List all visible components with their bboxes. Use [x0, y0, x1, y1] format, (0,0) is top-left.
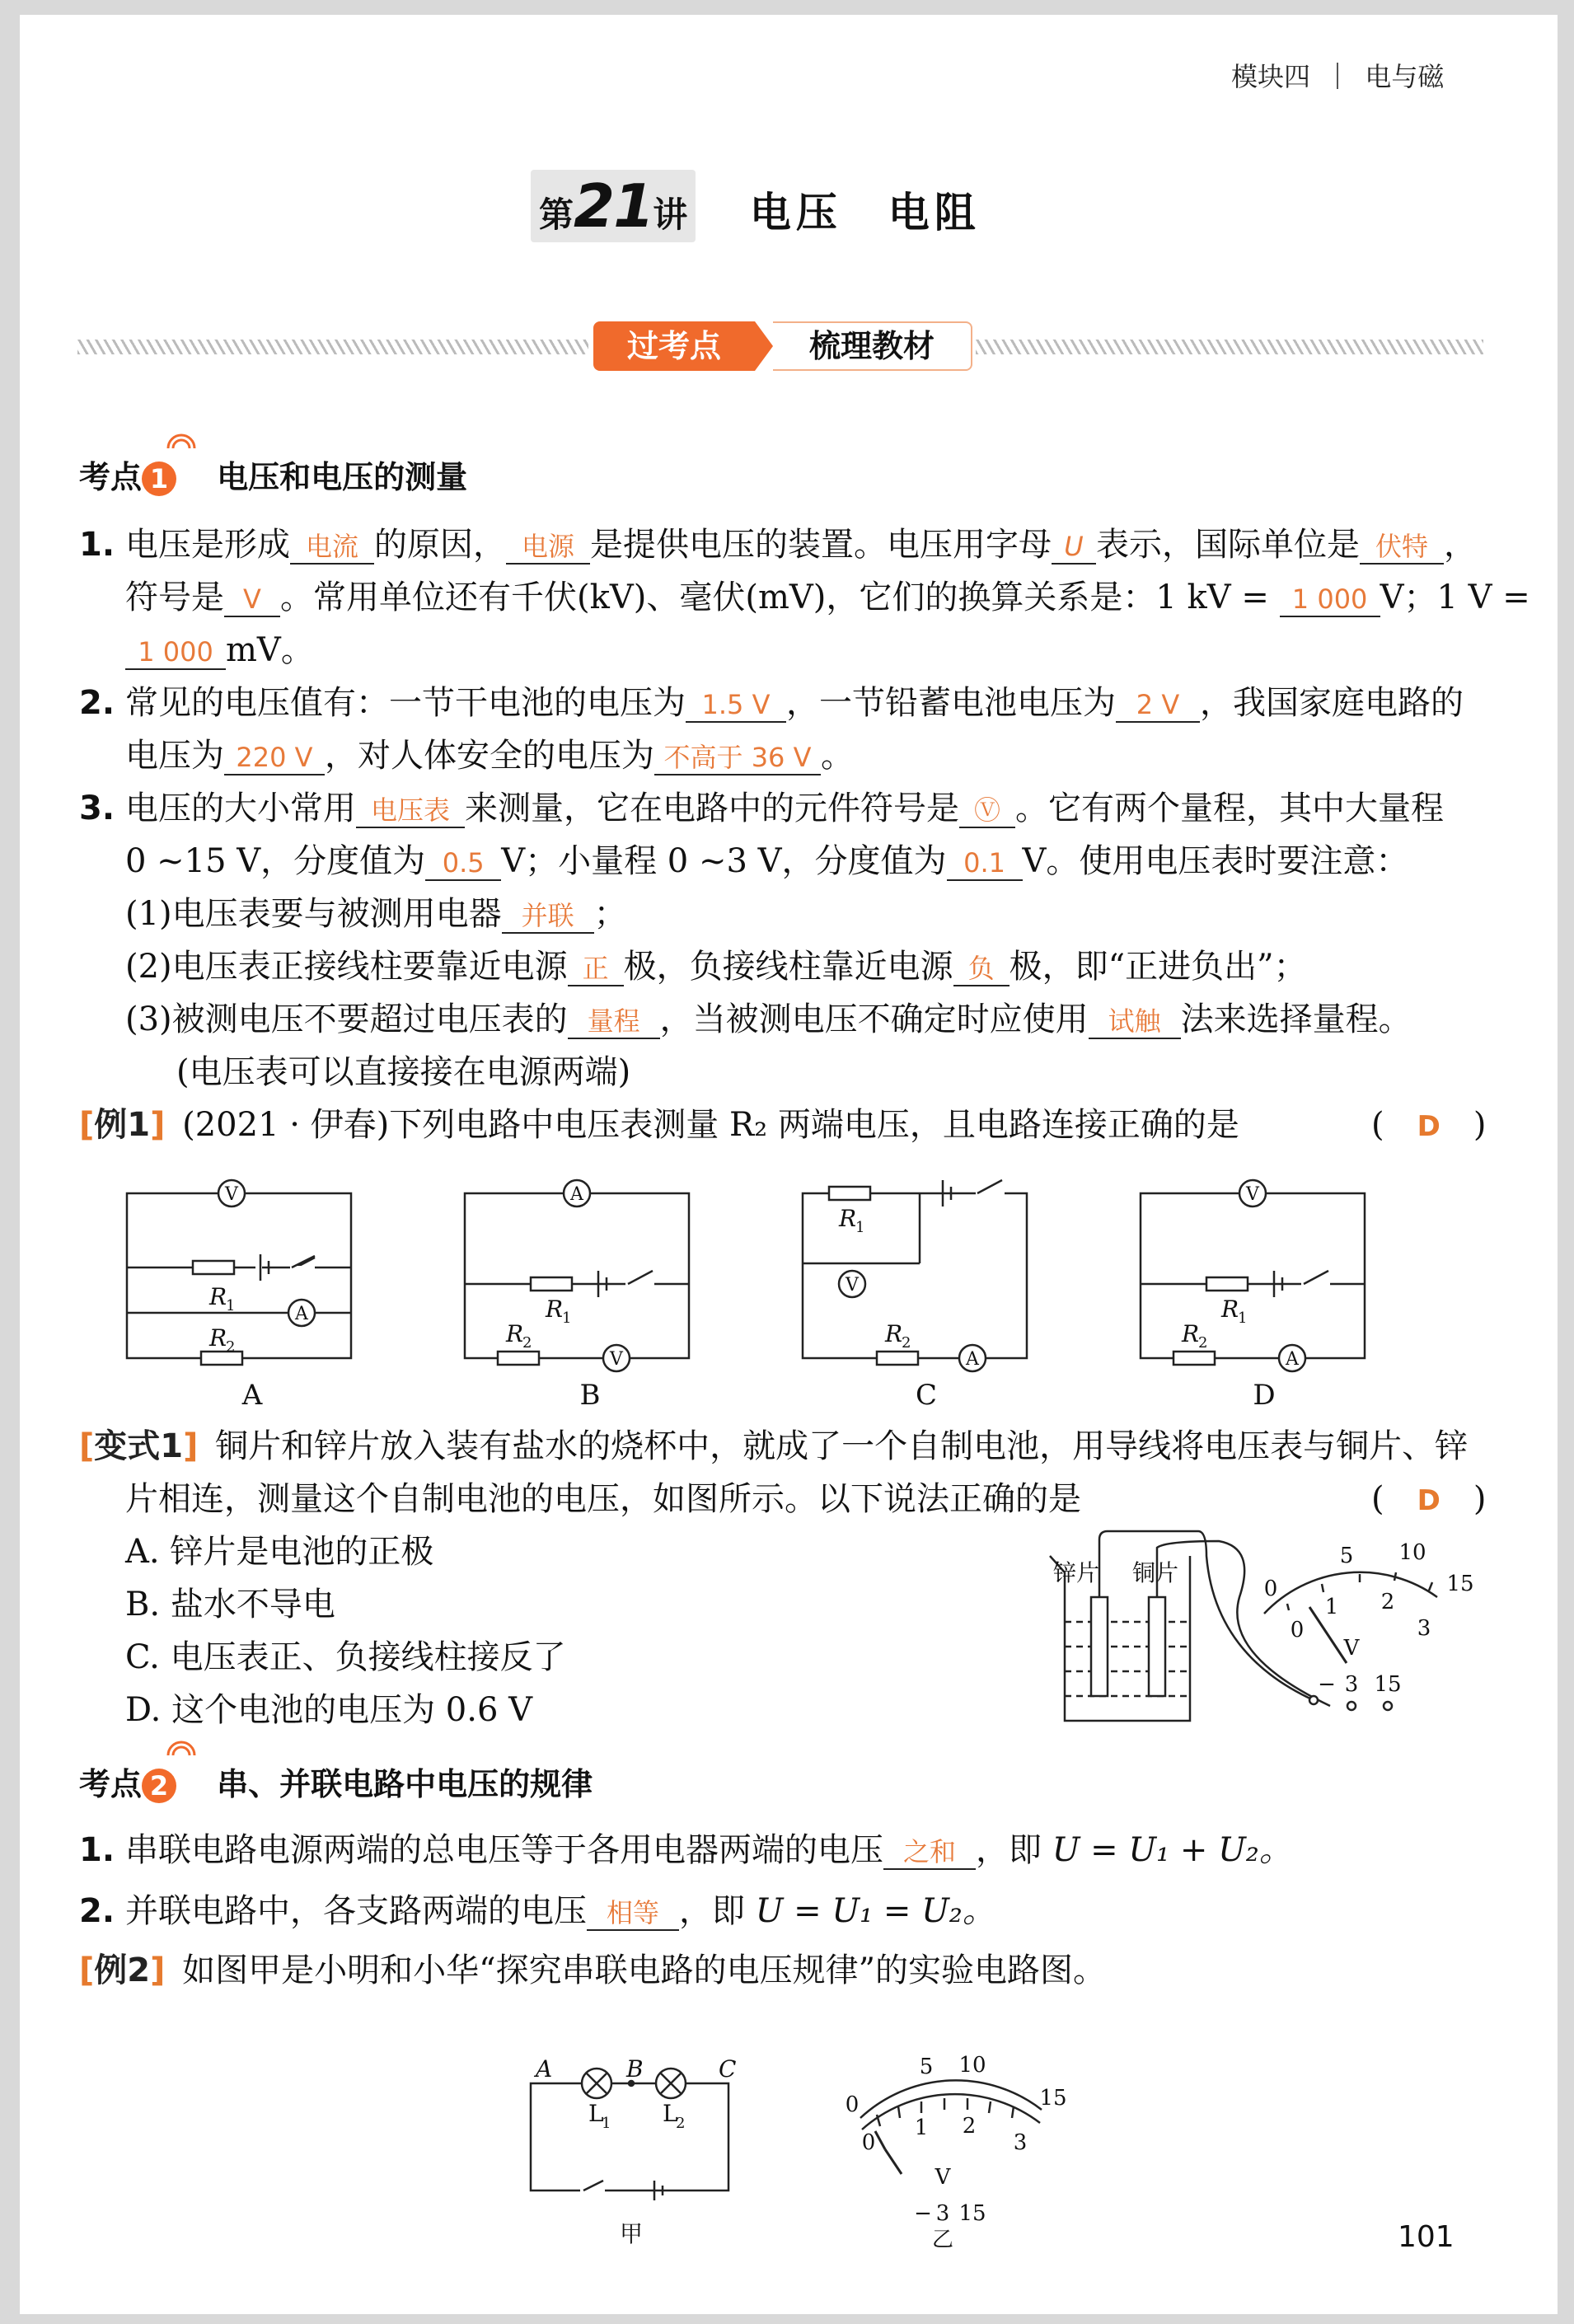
answer-blank: 正: [568, 952, 624, 986]
answer-blank: 电源: [506, 530, 590, 565]
text: 。常用单位还有千伏(kV)、毫伏(mV)，它们的换算关系是：1 kV =: [280, 579, 1280, 616]
r1-label: R: [1221, 1296, 1239, 1323]
lamp-l1: L: [588, 2100, 604, 2127]
r2-sub: 2: [1198, 1334, 1208, 1352]
answer-blank: 220 V: [224, 741, 325, 775]
option-b-caption: B: [579, 1379, 601, 1412]
scale-label: 0: [1290, 1618, 1305, 1642]
terminal-15: 15: [958, 2201, 986, 2226]
item-number: 1.: [79, 526, 115, 564]
kd1-item3-line1: [79, 790, 1444, 828]
scale-label: 15: [1039, 2086, 1067, 2111]
example2-figures: [514, 2026, 1141, 2256]
kd1-item2-line2: [125, 737, 854, 775]
terminal-15: 15: [1374, 1672, 1402, 1697]
node-a: A: [536, 2055, 553, 2083]
signal-icon: [160, 433, 203, 450]
text: 并联电路中，各支路两端的电压: [125, 1892, 587, 1930]
meter-unit: V: [1343, 1636, 1360, 1661]
terminal-3: 3: [1344, 1672, 1359, 1697]
text: (电压表可以直接接在电源两端): [176, 1053, 631, 1091]
header-module: 模块四: [1231, 61, 1311, 92]
scale-label: 5: [1339, 1544, 1354, 1568]
kd1-item3-line2: [125, 842, 1408, 881]
answer-blank: 量程: [568, 1005, 660, 1039]
kd2-num: 2: [142, 1769, 176, 1803]
node-b: B: [626, 2055, 644, 2083]
scale-label: 0: [845, 2092, 860, 2117]
variant1-option-c: [125, 1638, 566, 1676]
variant1-tag: [变式1]: [79, 1427, 199, 1465]
option-text: D. 这个电池的电压为 0.6 V: [125, 1691, 533, 1729]
scale-label: 0: [861, 2130, 876, 2155]
text: 的原因，: [374, 526, 506, 564]
kd1-item3-sub2: [125, 948, 1307, 986]
signal-icon: [160, 1741, 203, 1757]
circuit-b: [465, 1180, 689, 1371]
section-banner: [77, 321, 1483, 371]
text: ，一节铅蓄电池电压为: [786, 684, 1116, 722]
text: mV。: [226, 631, 314, 669]
answer-blank: 试触: [1089, 1005, 1181, 1039]
variant1-line1: [79, 1427, 1468, 1465]
text: ，当被测电压不确定时应使用: [659, 1000, 1089, 1038]
ammeter-label: A: [295, 1304, 308, 1324]
text: ；: [593, 895, 627, 933]
variant1-option-d: [125, 1691, 532, 1729]
example1-answer: ( D ): [1371, 1106, 1487, 1144]
running-header: [1231, 56, 1444, 94]
text: 法来选择量程。: [1180, 1000, 1412, 1038]
banner-left-tag: 过考点: [593, 321, 755, 371]
ammeter-label: A: [1286, 1349, 1299, 1370]
formula: U = U₁ = U₂。: [755, 1892, 995, 1930]
text: (2)电压表正接线柱要靠近电源: [125, 948, 568, 986]
option-text: A. 锌片是电池的正极: [125, 1533, 434, 1571]
text: 电压是形成: [125, 526, 290, 564]
title-lecture-num: 21: [574, 171, 653, 241]
kd1-item3-sub1: [125, 895, 627, 934]
text: 。它有两个量程，其中大量程: [1015, 790, 1444, 827]
scale-label: 15: [1446, 1572, 1474, 1596]
kd2-heading: [79, 1759, 593, 1804]
example2-tag-text: 例2: [94, 1952, 151, 1989]
banner-right-tag: 梳理教材: [773, 321, 972, 371]
item-number: 2.: [79, 1892, 115, 1930]
lamp-l1-sub: 1: [602, 2115, 611, 2132]
text: 极，负接线柱靠近电源: [623, 948, 953, 986]
text: (3)被测电压不要超过电压表的: [125, 1000, 568, 1038]
kd1-item2-line1: [79, 684, 1464, 723]
answer-blank: 2 V: [1116, 688, 1200, 723]
lamp-l2: L: [663, 2100, 678, 2127]
text: (1)电压表要与被测用电器: [125, 895, 502, 933]
scale-label: 10: [958, 2053, 986, 2078]
r2-sub: 2: [226, 1338, 236, 1356]
example2-tag: [例2]: [79, 1952, 166, 1989]
terminal-minus: −: [1318, 1672, 1336, 1697]
item-number: 3.: [79, 790, 115, 827]
r1-sub: 1: [1238, 1310, 1248, 1327]
variant1-line2: [125, 1480, 1081, 1518]
text: 是提供电压的装置。电压用字母: [590, 526, 1052, 564]
header-divider: [1337, 63, 1338, 89]
scale-label: 10: [1398, 1540, 1426, 1565]
variant1-tag-text: 变式1: [94, 1427, 184, 1465]
scale-label: 3: [1013, 2130, 1028, 2155]
answer-blank: 1.5 V: [686, 688, 786, 723]
meter-unit: V: [935, 2165, 951, 2190]
kd1-item1-line3: [125, 631, 314, 670]
scale-label: 1: [1324, 1595, 1339, 1619]
r1-label: R: [546, 1296, 564, 1323]
kd2-item1: [79, 1831, 1292, 1870]
r1-label: R: [839, 1205, 857, 1232]
circuit-d: [1141, 1180, 1365, 1371]
answer-blank: 1 000: [125, 635, 226, 670]
kd1-item1-line1: [79, 526, 1477, 565]
text: 0 ~15 V，分度值为: [125, 842, 426, 880]
item-number: 1.: [79, 1831, 115, 1869]
variant1-figure: [1042, 1523, 1503, 1737]
variant1-text: 片相连，测量这个自制电池的电压，如图所示。以下说法正确的是: [125, 1480, 1081, 1518]
answer-blank: 相等: [587, 1896, 679, 1931]
answer-blank: 0.1: [947, 846, 1023, 881]
terminal-3: 3: [935, 2201, 950, 2226]
option-text: C. 电压表正、负接线柱接反了: [125, 1638, 566, 1676]
answer-blank: 不高于 36 V: [654, 741, 821, 775]
text: V；1 V =: [1380, 579, 1530, 616]
text: 电压为: [125, 737, 224, 775]
title-prefix: 第: [539, 194, 574, 235]
scale-label: 0: [1263, 1577, 1278, 1601]
node-c: C: [719, 2055, 737, 2083]
answer-blank: 之和: [883, 1835, 976, 1870]
text: ，即: [679, 1892, 756, 1930]
answer-blank: Ⓥ: [959, 794, 1015, 828]
option-text: B. 盐水不导电: [125, 1586, 335, 1624]
example1-answer-choice: D: [1417, 1110, 1440, 1143]
text: 串联电路电源两端的总电压等于各用电器两端的电压: [125, 1831, 883, 1869]
circuit-a: [127, 1180, 351, 1365]
variant1-answer-choice: D: [1417, 1484, 1440, 1517]
voltmeter-label: V: [1246, 1184, 1259, 1205]
item-number: 2.: [79, 684, 115, 722]
copper-label: 铜片: [1132, 1559, 1179, 1586]
text: ，我国家庭电路的: [1200, 684, 1464, 722]
text: ，即: [976, 1831, 1052, 1869]
r1-sub: 1: [226, 1297, 236, 1314]
voltmeter-label: V: [225, 1184, 238, 1205]
banner-hatch-left: [77, 340, 588, 354]
answer-blank: 伏特: [1360, 530, 1444, 565]
option-a-caption: A: [241, 1379, 263, 1412]
answer-blank: 电流: [290, 530, 374, 565]
example1-question: [79, 1106, 1239, 1144]
title-lecture-badge: [531, 170, 696, 242]
r1-label: R: [209, 1283, 227, 1310]
page-number: 101: [1398, 2220, 1455, 2254]
answer-blank: 负: [953, 952, 1010, 986]
figure-jia-caption: 甲: [620, 2220, 644, 2247]
kd1-item1-line2: [125, 579, 1530, 617]
r1-sub: 1: [855, 1219, 865, 1236]
answer-blank: 0.5: [425, 846, 501, 881]
kd2-label: 考点: [79, 1766, 143, 1802]
text: V；小量程 0 ~3 V，分度值为: [501, 842, 947, 880]
answer-blank: 电压表: [356, 794, 465, 828]
text: 常见的电压值有：一节干电池的电压为: [125, 684, 686, 722]
scale-label: 1: [914, 2115, 929, 2140]
example1-tag-text: 例1: [94, 1106, 151, 1144]
text: 电压的大小常用: [125, 790, 356, 827]
answer-blank: V: [224, 583, 280, 617]
option-d-caption: D: [1253, 1379, 1276, 1412]
title-name: 电压 电阻: [749, 189, 981, 237]
scale-label: 2: [1380, 1590, 1395, 1614]
figure-yi-caption: 乙: [931, 2228, 954, 2252]
text: 表示，国际单位是: [1096, 526, 1360, 564]
text: V。使用电压表时要注意：: [1022, 842, 1409, 880]
kd1-heading: [79, 452, 467, 497]
text: ，: [1444, 526, 1477, 564]
kd1-title: 电压和电压的测量: [217, 459, 468, 495]
header-topic: 电与磁: [1365, 61, 1445, 92]
example1-text: (2021 · 伊春)下列电路中电压表测量 R₂ 两端电压，且电路连接正确的是: [182, 1106, 1239, 1144]
r2-label: R: [1182, 1320, 1200, 1347]
voltmeter-label: V: [846, 1275, 859, 1296]
kd1-num: 1: [142, 462, 176, 496]
r2-sub: 2: [902, 1334, 911, 1352]
answer-blank: 并联: [502, 899, 594, 934]
example2-text: 如图甲是小明和小华“探究串联电路的电压规律”的实验电路图。: [182, 1952, 1107, 1989]
formula: U = U₁ + U₂。: [1052, 1831, 1292, 1869]
r1-sub: 1: [562, 1310, 572, 1327]
option-c-caption: C: [915, 1379, 938, 1412]
voltmeter-label: V: [610, 1349, 623, 1370]
kd2-title: 串、并联电路中电压的规律: [217, 1766, 593, 1802]
answer-blank: U: [1052, 530, 1096, 565]
text: ，对人体安全的电压为: [325, 737, 654, 775]
example2-question: [79, 1952, 1106, 1989]
text: 。: [821, 737, 854, 775]
lamp-l2-sub: 2: [676, 2115, 686, 2132]
example1-tag: [例1]: [79, 1106, 166, 1144]
r2-label: R: [885, 1320, 903, 1347]
kd1-item3-sub3: [125, 1000, 1412, 1039]
answer-blank: 1 000: [1280, 583, 1380, 617]
r2-label: R: [209, 1324, 227, 1352]
r2-label: R: [506, 1320, 524, 1347]
scale-label: 5: [919, 2055, 934, 2079]
zinc-label: 锌片: [1053, 1559, 1100, 1586]
kd1-item3-note: [176, 1053, 630, 1091]
scale-label: 3: [1417, 1616, 1431, 1641]
ammeter-label: A: [570, 1184, 583, 1205]
ammeter-label: A: [966, 1349, 979, 1370]
variant1-answer: ( D ): [1371, 1480, 1487, 1518]
variant1-option-b: [125, 1586, 335, 1624]
banner-arrow: [755, 321, 773, 371]
text: 极，即“正进负出”；: [1009, 948, 1307, 986]
page-title: [531, 170, 981, 242]
page: [20, 15, 1558, 2314]
title-suffix: 讲: [653, 194, 688, 235]
circuit-c: [803, 1180, 1027, 1371]
kd1-label: 考点: [79, 459, 143, 495]
kd2-item2: [79, 1892, 995, 1931]
variant1-text: 铜片和锌片放入装有盐水的烧杯中，就成了一个自制电池，用导线将电压表与铜片、锌: [215, 1427, 1469, 1465]
r2-sub: 2: [522, 1334, 532, 1352]
variant1-option-a: [125, 1533, 433, 1571]
example1-circuits: [110, 1169, 1396, 1416]
scale-label: 2: [962, 2114, 977, 2139]
banner-hatch-right: [976, 340, 1483, 354]
text: 来测量，它在电路中的元件符号是: [465, 790, 959, 827]
text: 符号是: [125, 579, 224, 616]
terminal-minus: −: [914, 2201, 932, 2226]
